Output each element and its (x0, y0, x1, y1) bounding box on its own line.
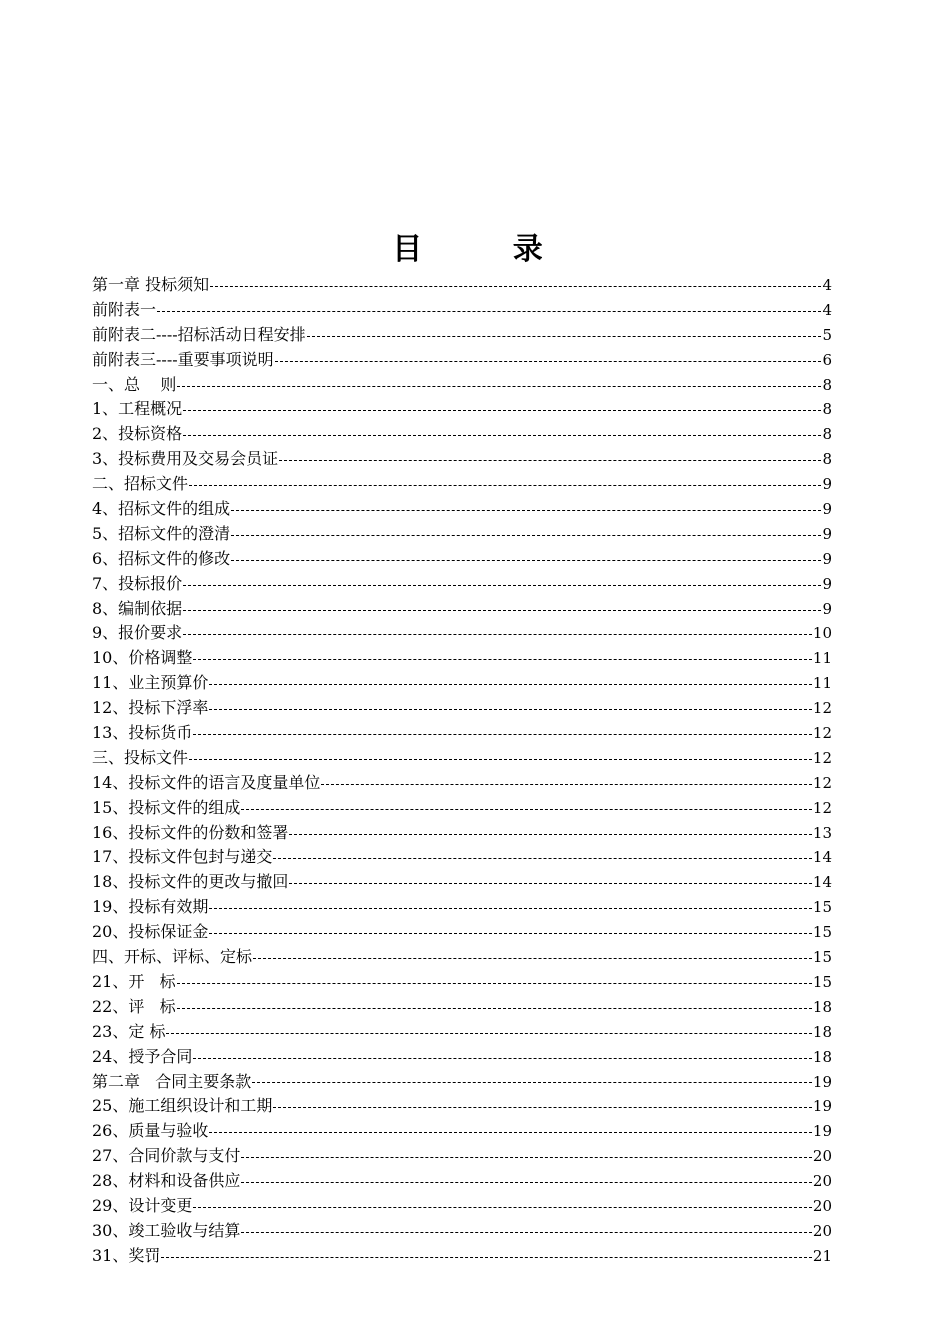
toc-entry-label: 16、投标文件的份数和签署 (92, 822, 289, 842)
toc-leader-line (193, 1058, 812, 1059)
toc-entry-label: 23、定 标 (92, 1021, 166, 1041)
toc-entry-label: 12、投标下浮率 (92, 698, 209, 718)
toc-entry-page-number: 8 (822, 425, 832, 444)
toc-entry[interactable] (92, 547, 832, 572)
toc-leader-line (183, 410, 821, 411)
toc-entry-label: 前附表一 (92, 299, 157, 319)
toc-leader-line (193, 659, 812, 660)
toc-entry-page-number: 14 (812, 848, 832, 867)
toc-entry-page-number: 8 (822, 450, 832, 469)
toc-entry-label: 3、投标费用及交易会员证 (92, 449, 279, 469)
toc-entry[interactable] (92, 298, 832, 323)
toc-leader-line (183, 585, 821, 586)
toc-entry[interactable] (92, 1219, 832, 1244)
toc-entry-page-number: 8 (822, 400, 832, 419)
toc-entry[interactable] (92, 323, 832, 348)
toc-leader-line (189, 759, 812, 760)
toc-entry-label: 2、投标资格 (92, 424, 183, 444)
toc-entry-page-number: 12 (812, 773, 832, 792)
toc-leader-line (279, 460, 821, 461)
toc-entry-page-number: 21 (812, 1246, 832, 1265)
toc-entry[interactable] (92, 895, 832, 920)
toc-entry-label: 7、投标报价 (92, 573, 183, 593)
toc-entry-page-number: 11 (812, 649, 832, 668)
toc-leader-line (273, 1107, 812, 1108)
toc-entry-label: 前附表二----招标活动日程安排 (92, 324, 306, 344)
toc-entry-label: 24、授予合同 (92, 1046, 193, 1066)
toc-entry-page-number: 9 (822, 524, 832, 543)
toc-entry-page-number: 20 (812, 1147, 832, 1166)
toc-entry[interactable] (92, 1169, 832, 1194)
toc-entry[interactable] (92, 920, 832, 945)
toc-leader-line (289, 883, 812, 884)
toc-entry-label: 9、报价要求 (92, 623, 183, 643)
toc-entry-page-number: 20 (812, 1172, 832, 1191)
toc-entry[interactable] (92, 671, 832, 696)
toc-entry-label: 21、开 标 (92, 971, 176, 991)
toc-entry-page-number: 18 (812, 1022, 832, 1041)
toc-entry-page-number: 19 (812, 1097, 832, 1116)
toc-leader-line (209, 1132, 812, 1133)
toc-leader-line (241, 1182, 812, 1183)
toc-entry[interactable] (92, 447, 832, 472)
toc-leader-line (231, 560, 821, 561)
toc-leader-line (321, 784, 812, 785)
toc-leader-line (183, 435, 821, 436)
page-title: 目 录 (392, 232, 583, 267)
toc-entry[interactable] (92, 373, 832, 398)
toc-entry[interactable] (92, 696, 832, 721)
toc-entry-page-number: 10 (812, 624, 832, 643)
toc-entry-label: 二、招标文件 (92, 474, 189, 494)
toc-leader-line (209, 933, 812, 934)
toc-entry-page-number: 11 (812, 674, 832, 693)
toc-leader-line (183, 610, 821, 611)
toc-entry[interactable] (92, 945, 832, 970)
toc-entry-label: 13、投标货币 (92, 723, 193, 743)
toc-entry-page-number: 4 (822, 276, 832, 294)
toc-entry[interactable] (92, 796, 832, 821)
toc-entry-label: 29、设计变更 (92, 1195, 193, 1215)
toc-leader-line (166, 1033, 811, 1034)
toc-entry[interactable] (92, 970, 832, 995)
toc-entry-page-number: 5 (822, 325, 832, 344)
toc-entry-page-number: 9 (822, 500, 832, 519)
toc-leader-line (289, 834, 812, 835)
toc-entry-page-number: 9 (822, 599, 832, 618)
toc-entry[interactable] (92, 522, 832, 547)
toc-leader-line (231, 535, 821, 536)
toc-entry-label: 18、投标文件的更改与撤回 (92, 872, 289, 892)
toc-entry[interactable] (92, 472, 832, 497)
toc-leader-line (231, 510, 821, 511)
toc-entry[interactable] (92, 1119, 832, 1144)
toc-leader-line (209, 709, 812, 710)
toc-entry-label: 30、竣工验收与结算 (92, 1220, 241, 1240)
toc-entry[interactable] (92, 348, 832, 373)
toc-entry[interactable] (92, 1194, 832, 1219)
toc-entry-label: 4、招标文件的组成 (92, 499, 231, 519)
toc-leader-line (252, 1082, 812, 1083)
toc-entry-label: 14、投标文件的语言及度量单位 (92, 772, 321, 792)
toc-entry-label: 15、投标文件的组成 (92, 797, 241, 817)
toc-entry-label: 25、施工组织设计和工期 (92, 1096, 273, 1116)
toc-entry[interactable] (92, 646, 832, 671)
toc-entry-page-number: 6 (822, 350, 832, 369)
toc-entry-page-number: 15 (812, 923, 832, 942)
toc-entry-label: 26、质量与验收 (92, 1121, 209, 1141)
toc-entry[interactable] (92, 1144, 832, 1169)
toc-leader-line (161, 1257, 812, 1258)
toc-entry-page-number: 4 (822, 300, 832, 319)
toc-entry-page-number: 15 (812, 898, 832, 917)
toc-entry-label: 前附表三----重要事项说明 (92, 349, 274, 369)
toc-entry-page-number: 15 (812, 948, 832, 967)
toc-entry-label: 10、价格调整 (92, 648, 193, 668)
toc-entry[interactable] (92, 771, 832, 796)
toc-entry-label: 一、总 则 (92, 374, 177, 394)
toc-entry-label: 28、材料和设备供应 (92, 1171, 241, 1191)
toc-entry-page-number: 14 (812, 873, 832, 892)
toc-entry[interactable] (92, 422, 832, 447)
toc-entry[interactable] (92, 870, 832, 895)
toc-entry-label: 第二章 合同主要条款 (92, 1071, 252, 1091)
toc-entry[interactable] (92, 995, 832, 1020)
toc-entry[interactable] (92, 397, 832, 422)
toc-entry-page-number: 18 (812, 997, 832, 1016)
toc-entry-page-number: 18 (812, 1047, 832, 1066)
toc-entry-page-number: 9 (822, 574, 832, 593)
toc-entry[interactable] (92, 1045, 832, 1070)
toc-entry-page-number: 9 (822, 475, 832, 494)
toc-entry-page-number: 19 (812, 1072, 832, 1091)
toc-leader-line (241, 809, 812, 810)
toc-entry-label: 四、开标、评标、定标 (92, 947, 253, 967)
toc-entry[interactable] (92, 572, 832, 597)
toc-entry[interactable] (92, 497, 832, 522)
toc-entry-label: 20、投标保证金 (92, 922, 209, 942)
toc-entry-page-number: 15 (812, 972, 832, 991)
toc-entry[interactable] (92, 821, 832, 846)
toc-entry-label: 1、工程概况 (92, 399, 183, 419)
toc-entry[interactable] (92, 597, 832, 622)
toc-entry-page-number: 19 (812, 1122, 832, 1141)
toc-leader-line (210, 286, 821, 287)
toc-leader-line (275, 361, 821, 362)
toc-entry-label: 6、招标文件的修改 (92, 548, 231, 568)
toc-leader-line (307, 336, 821, 337)
toc-entry[interactable] (92, 1094, 832, 1119)
toc-entry-page-number: 9 (822, 549, 832, 568)
toc-entry[interactable] (92, 746, 832, 771)
toc-leader-line (209, 684, 812, 685)
toc-leader-line (177, 983, 812, 984)
toc-entry[interactable] (92, 1070, 832, 1095)
toc-entry[interactable] (92, 273, 832, 298)
toc-entry-page-number: 12 (812, 699, 832, 718)
toc-entry-page-number: 12 (812, 724, 832, 743)
toc-entry-label: 27、合同价款与支付 (92, 1146, 241, 1166)
toc-leader-line (177, 386, 821, 387)
toc-entry-label: 17、投标文件包封与递交 (92, 847, 273, 867)
table-of-contents (92, 273, 832, 1269)
toc-entry-label: 11、业主预算价 (92, 673, 209, 693)
toc-entry-label: 8、编制依据 (92, 598, 183, 618)
toc-entry-page-number: 12 (812, 748, 832, 767)
toc-entry[interactable] (92, 621, 832, 646)
toc-entry-page-number: 13 (812, 823, 832, 842)
toc-leader-line (183, 634, 812, 635)
toc-entry-page-number: 20 (812, 1196, 832, 1215)
toc-entry-label: 22、评 标 (92, 996, 176, 1016)
toc-entry[interactable] (92, 845, 832, 870)
toc-leader-line (157, 311, 821, 312)
toc-leader-line (193, 1207, 812, 1208)
toc-entry[interactable] (92, 721, 832, 746)
toc-entry-label: 19、投标有效期 (92, 897, 209, 917)
toc-entry-page-number: 12 (812, 798, 832, 817)
toc-leader-line (177, 1008, 812, 1009)
toc-leader-line (273, 858, 812, 859)
toc-entry-label: 31、奖罚 (92, 1245, 161, 1265)
toc-entry[interactable] (92, 1020, 832, 1045)
toc-entry-label: 三、投标文件 (92, 747, 189, 767)
toc-entry-page-number: 20 (812, 1221, 832, 1240)
toc-entry-page-number: 8 (822, 375, 832, 394)
toc-leader-line (209, 908, 812, 909)
toc-entry-label: 5、招标文件的澄清 (92, 523, 231, 543)
toc-leader-line (253, 958, 812, 959)
toc-entry-label: 第一章 投标须知 (92, 275, 210, 294)
toc-leader-line (241, 1157, 812, 1158)
toc-leader-line (193, 734, 812, 735)
toc-leader-line (241, 1232, 812, 1233)
toc-entry[interactable] (92, 1244, 832, 1269)
toc-leader-line (189, 485, 821, 486)
